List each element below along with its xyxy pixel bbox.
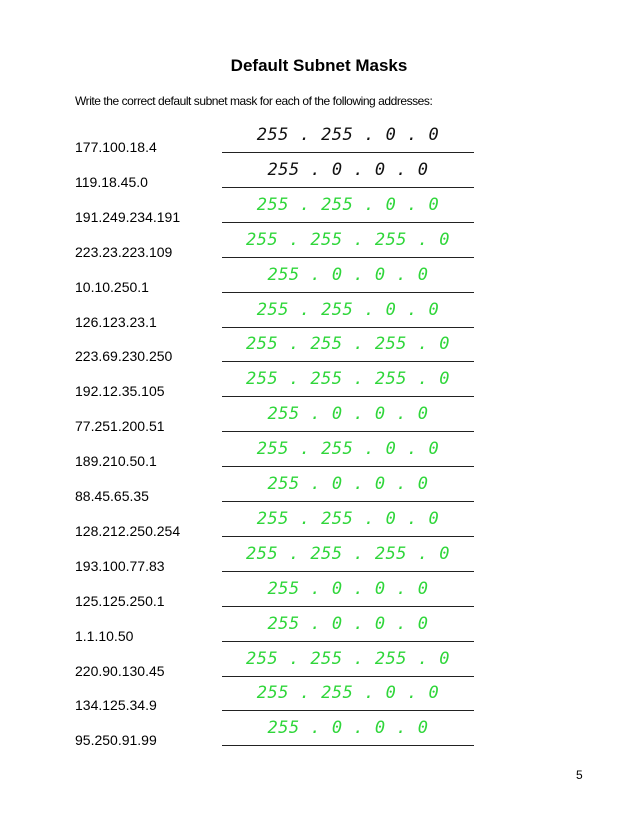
answer-line xyxy=(222,536,474,537)
subnet-mask-answer: 255 . 0 . 0 . 0 xyxy=(267,264,429,285)
table-row xyxy=(0,508,638,547)
table-row xyxy=(0,229,638,268)
ip-address: 10.10.250.1 xyxy=(75,278,149,295)
page-title: Default Subnet Masks xyxy=(230,56,408,75)
table-row xyxy=(0,299,638,338)
table-row xyxy=(0,369,638,407)
answer-line xyxy=(222,327,474,328)
subnet-mask-answer: 255 . 0 . 0 . 0 xyxy=(267,613,429,634)
subnet-mask-answer: 255 . 255 . 0 . 0 xyxy=(256,299,440,320)
answer-line xyxy=(222,606,474,607)
answer-line xyxy=(222,361,474,362)
table-row xyxy=(0,125,638,163)
subnet-mask-answer: 255 . 255 . 0 . 0 xyxy=(256,439,440,460)
answer-line xyxy=(222,222,474,223)
subnet-mask-answer: 255 . 0 . 0 . 0 xyxy=(267,474,429,494)
subnet-mask-answer: 255 . 255 . 255 . 0 xyxy=(246,334,450,355)
answer-line xyxy=(222,152,474,153)
table-row xyxy=(0,718,638,756)
ip-address: 189.210.50.1 xyxy=(75,453,157,470)
subnet-mask-answer: 255 . 255 . 255 . 0 xyxy=(246,648,450,669)
answer-line xyxy=(222,466,474,467)
subnet-mask-answer: 255 . 255 . 0 . 0 xyxy=(256,125,440,145)
ip-address: 192.12.35.105 xyxy=(75,383,165,400)
subnet-mask-answer: 255 . 255 . 255 . 0 xyxy=(246,369,450,390)
table-row xyxy=(0,334,638,372)
subnet-mask-answer: 255 . 255 . 0 . 0 xyxy=(256,508,440,529)
answer-line xyxy=(222,396,474,397)
table-row xyxy=(0,578,638,617)
table-row xyxy=(0,404,638,442)
ip-address: 1.1.10.50 xyxy=(75,627,134,644)
answer-line xyxy=(222,187,474,188)
table-row xyxy=(0,194,638,233)
answer-line xyxy=(222,745,474,746)
table-row xyxy=(0,264,638,303)
subnet-mask-answer: 255 . 255 . 255 . 0 xyxy=(246,543,450,564)
table-row xyxy=(0,683,638,721)
answer-line xyxy=(222,431,474,432)
ip-address: 223.69.230.250 xyxy=(75,348,173,365)
answer-line xyxy=(222,292,474,293)
ip-address: 77.251.200.51 xyxy=(75,418,165,435)
ip-address: 134.125.34.9 xyxy=(75,697,157,714)
table-row xyxy=(0,543,638,582)
answer-line xyxy=(222,501,474,502)
answer-line xyxy=(222,676,474,677)
table-row xyxy=(0,159,638,198)
subnet-mask-answer: 255 . 0 . 0 . 0 xyxy=(267,578,429,599)
instructions-text: Write the correct default subnet mask for each of the following addresses: xyxy=(75,94,433,108)
subnet-mask-answer: 255 . 0 . 0 . 0 xyxy=(267,159,429,180)
ip-address: 88.45.65.35 xyxy=(75,488,149,504)
ip-address: 191.249.234.191 xyxy=(75,208,181,225)
ip-address: 119.18.45.0 xyxy=(75,173,148,190)
subnet-mask-answer: 255 . 0 . 0 . 0 xyxy=(267,718,429,739)
subnet-mask-answer: 255 . 255 . 255 . 0 xyxy=(246,229,450,250)
ip-address: 126.123.23.1 xyxy=(75,313,157,330)
ip-address: 223.23.223.109 xyxy=(75,243,173,260)
answer-line xyxy=(222,571,474,572)
ip-address: 193.100.77.83 xyxy=(75,557,165,574)
subnet-mask-answer: 255 . 255 . 0 . 0 xyxy=(256,683,440,704)
ip-address: 220.90.130.45 xyxy=(75,662,165,679)
table-row xyxy=(0,474,638,512)
table-row xyxy=(0,648,638,687)
table-row xyxy=(0,439,638,477)
subnet-mask-answer: 255 . 0 . 0 . 0 xyxy=(267,404,429,425)
answer-line xyxy=(222,710,474,711)
answer-line xyxy=(222,257,474,258)
ip-address: 95.250.91.99 xyxy=(75,732,157,749)
answer-line xyxy=(222,641,474,642)
subnet-mask-answer: 255 . 255 . 0 . 0 xyxy=(256,194,440,215)
page-number: 5 xyxy=(576,768,583,782)
table-row xyxy=(0,613,638,652)
ip-address: 128.212.250.254 xyxy=(75,522,181,539)
ip-address: 125.125.250.1 xyxy=(75,592,165,609)
ip-address: 177.100.18.4 xyxy=(75,139,157,155)
